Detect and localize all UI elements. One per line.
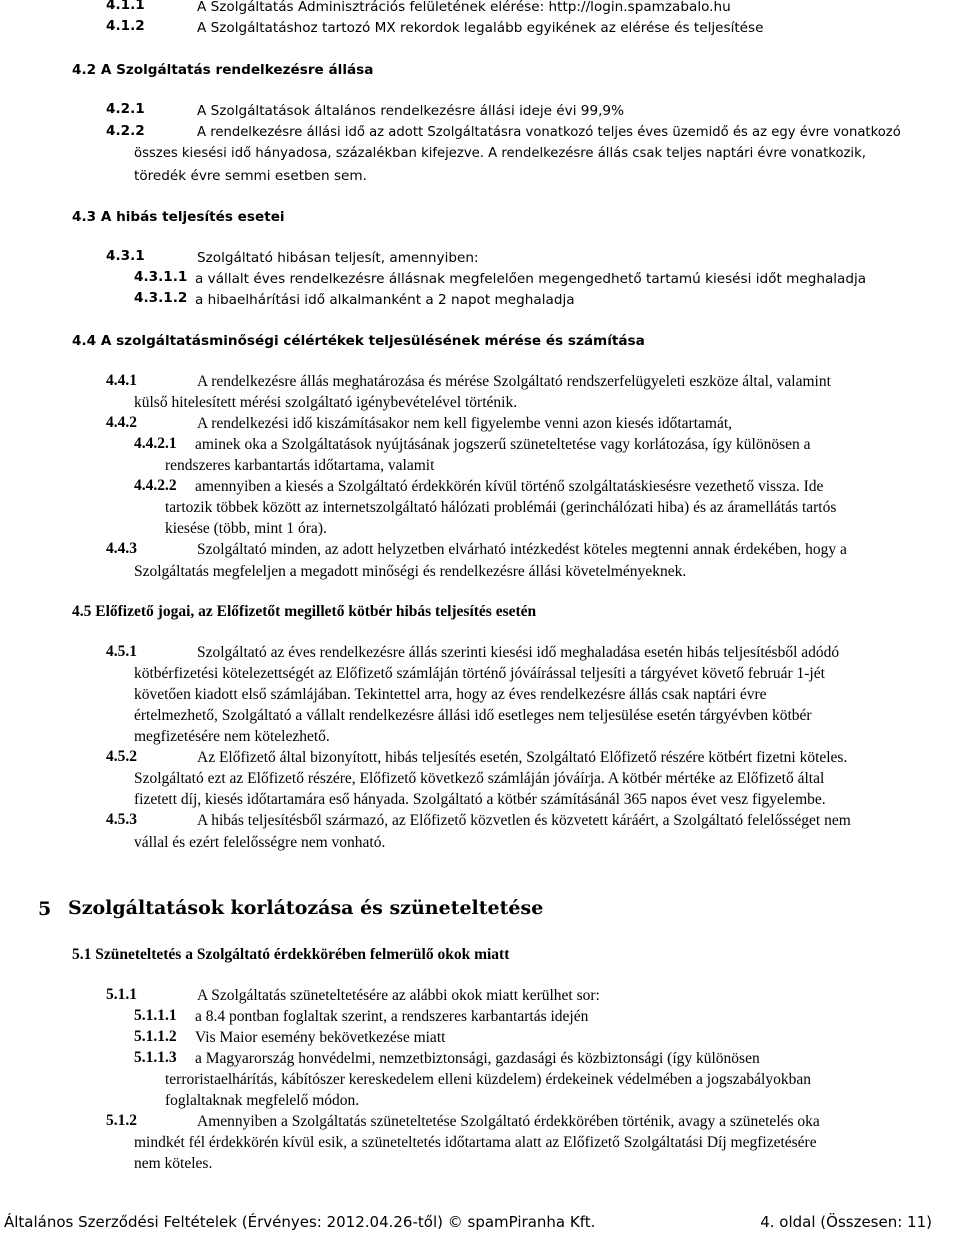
text-line: A Szolgáltatáshoz tartozó MX rekordok legalább egyikének az elérése és teljesítése [197, 20, 764, 36]
section-number: 4.2.1 [106, 101, 145, 117]
section-number: 4.4.2.1 [134, 435, 177, 452]
footer-left: Általános Szerződési Feltételek (Érvényes: 2012.04.26-től) © spamPiranha Kft. [4, 1213, 596, 1231]
section-number: 4.1.1 [106, 0, 145, 13]
text-line: Az Előfizető által bizonyított, hibás teljesítés esetén, Szolgáltató Előfizető részére kötbért fizetni köteles. [197, 749, 848, 766]
section-heading: 5.1 Szüneteltetés a Szolgáltató érdekkörében felmerülő okok miatt [72, 946, 510, 963]
text-line: vállal és ezért felelősségre nem vonható. [134, 834, 386, 851]
section-number: 4.4.1 [106, 372, 137, 389]
text-line: terroristaelhárítás, kábítószer kereskedelem elleni küzdelem) érdekeinek védelmében a jogszabályokban [165, 1071, 811, 1088]
text-line: fizetett díj, kiesés időtartamára eső hányada. Szolgáltató a kötbér számításánál 365 napos évet vesz figyelembe. [134, 791, 826, 808]
section-number: 4.4.2 [106, 414, 137, 431]
section-heading: 4.3 A hibás teljesítés esetei [72, 209, 285, 225]
text-line: megfizetésére nem kötelezhető. [134, 728, 330, 745]
text-line: Amennyiben a Szolgáltatás szüneteltetése Szolgáltató érdekkörében történik, avagy a szünetelés oka [197, 1113, 820, 1130]
text-line: a hibaelhárítási idő alkalmanként a 2 napot meghaladja [195, 292, 575, 308]
section-number: 4.1.2 [106, 18, 145, 34]
text-line: A rendelkezési idő kiszámításakor nem kell figyelembe venni azon kiesés időtartamát, [197, 415, 732, 432]
section-number: 5.1.2 [106, 1112, 137, 1129]
section-heading: 4.5 Előfizető jogai, az Előfizetőt megillető kötbér hibás teljesítés esetén [72, 603, 537, 620]
text-line: A Szolgáltatás Adminisztrációs felületének elérése: http://login.spamzabalo.hu [197, 0, 731, 15]
text-line: a 8.4 pontban foglaltak szerint, a rendszeres karbantartás idején [195, 1008, 589, 1025]
text-line: Szolgáltatás megfeleljen a megadott minőségi és rendelkezésre állási követelményeknek. [134, 563, 687, 580]
text-line: kötbérfizetési kötelezettségét az Előfizető számláján történő jóváírással teljesíti a tárgyévet követő február 1-jét [134, 665, 825, 682]
section-number: 5.1.1.3 [134, 1049, 177, 1066]
section-number: 4.3.1.2 [134, 290, 188, 306]
chapter-title: Szolgáltatások korlátozása és szüneteltetése [68, 897, 544, 919]
section-number: 4.2.2 [106, 123, 145, 139]
section-number: 5.1.1.1 [134, 1007, 177, 1024]
text-line: rendszeres karbantartás időtartama, valamit [165, 457, 435, 474]
text-line: töredék évre semmi esetben sem. [134, 168, 367, 184]
text-line: aminek oka a Szolgáltatások nyújtásának jogszerű szüneteltetése vagy korlátozása, így különösen a [195, 436, 811, 453]
text-line: A Szolgáltatás szüneteltetésére az alábbi okok miatt kerülhet sor: [197, 987, 600, 1004]
text-line: foglaltaknak megfelelő módon. [165, 1092, 360, 1109]
footer-page-number: 4. oldal (Összesen: 11) [760, 1213, 932, 1231]
section-heading: 4.4 A szolgáltatásminőségi célértékek teljesülésének mérése és számítása [72, 333, 645, 349]
section-number: 5.1.1 [106, 986, 137, 1003]
section-number: 4.3.1.1 [134, 269, 188, 285]
text-line: értelmezhető, Szolgáltató a vállalt rendelkezésre állási idő esetleges nem teljesülése esetén tárgyévben kötbér [134, 707, 812, 724]
text-line: a Magyarország honvédelmi, nemzetbiztonsági, gazdasági és közbiztonsági (így különösen [195, 1050, 760, 1067]
text-line: Szolgáltató minden, az adott helyzetben elvárható intézkedést köteles megtenni annak érdekében, hogy a [197, 541, 847, 558]
section-number: 4.5.3 [106, 811, 137, 828]
text-line: A rendelkezésre állás meghatározása és mérése Szolgáltató rendszerfelügyeleti eszköze által, valamint [197, 373, 831, 390]
text-line: a vállalt éves rendelkezésre állásnak megfelelően megengedhető tartamú kiesési időt meghaladja [195, 271, 867, 287]
text-line: A rendelkezésre állási idő az adott Szolgáltatásra vonatkozó teljes éves üzemidő és az egy évre vonatkozó [197, 125, 901, 140]
text-line: követően kiadott első számlájában. Tekintettel arra, hogy az éves rendelkezésre állás csak naptári évre [134, 686, 767, 703]
section-number: 4.3.1 [106, 248, 145, 264]
text-line: mindkét fél érdekkörén kívül esik, a szüneteltetés időtartama alatt az Előfizető Szolgáltatási Díj megfizetésére [134, 1134, 817, 1151]
text-line: A Szolgáltatások általános rendelkezésre állási ideje évi 99,9% [197, 103, 624, 119]
section-number: 5.1.1.2 [134, 1028, 177, 1045]
text-line: tartozik többek között az internetszolgáltató hálózati problémái (gerinchálózati hiba) és az áramellátás tartós [165, 499, 837, 516]
text-line: Szolgáltató az éves rendelkezésre állás szerinti kiesési idő meghaladása esetén hibás teljesítésből adódó [197, 644, 840, 661]
text-line: Szolgáltató hibásan teljesít, amennyiben: [197, 250, 479, 266]
text-line: külső hitelesített mérési szolgáltató igénybevételével történik. [134, 394, 518, 411]
section-heading: 4.2 A Szolgáltatás rendelkezésre állása [72, 62, 374, 78]
text-line: Szolgáltató ezt az Előfizető részére, Előfizető következő számláján jóváírja. A kötbér mértéke az Előfizető által [134, 770, 825, 787]
section-number: 4.5.1 [106, 643, 137, 660]
section-number: 4.4.2.2 [134, 477, 177, 494]
text-line: amennyiben a kiesés a Szolgáltató érdekkörén kívül történő szolgáltatáskiesésre vezethető vissza. Ide [195, 478, 824, 495]
text-line: összes kiesési idő hányadosa, százalékban kifejezve. A rendelkezésre állás csak teljes naptári évre vonatkozik, [134, 146, 866, 161]
section-number: 4.5.2 [106, 748, 137, 765]
text-line: Vis Maior esemény bekövetkezése miatt [195, 1029, 446, 1046]
text-line: nem köteles. [134, 1155, 213, 1172]
text-line: kiesése (több, mint 1 óra). [165, 520, 327, 537]
text-line: A hibás teljesítésből származó, az Előfizető közvetlen és közvetett káráért, a Szolgáltató felelősséget nem [197, 812, 851, 829]
section-number: 4.4.3 [106, 540, 137, 557]
chapter-number: 5 [38, 898, 52, 920]
